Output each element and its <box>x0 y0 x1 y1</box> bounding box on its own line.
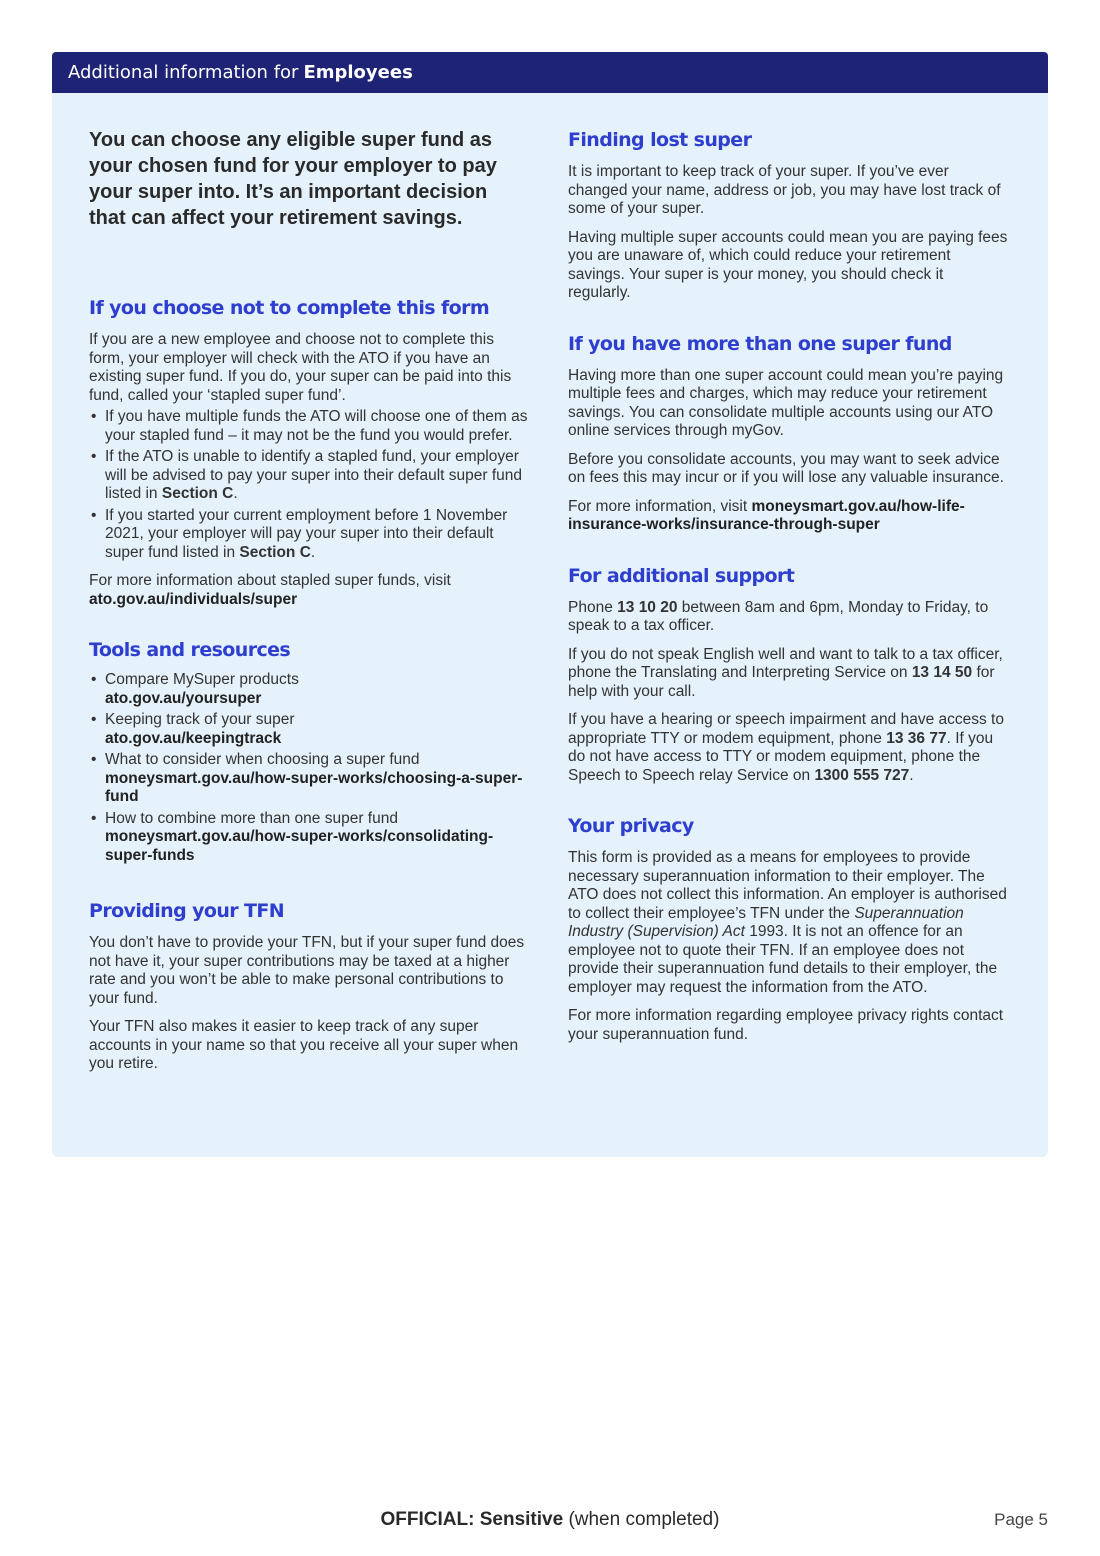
support-paragraph-2: If you do not speak English well and want to talk to a tax officer, phone the Translating and Interpreting Service on 13 14 50 for help with your call. <box>568 645 1003 700</box>
phone-tis: 13 14 50 <box>911 664 973 681</box>
list-item: • What to consider when choosing a super fund moneysmart.gov.au/how-super-works/choosing-a-super-fund <box>89 751 529 807</box>
heading-your-privacy: Your privacy <box>568 815 694 837</box>
support-paragraph-1: Phone 13 10 20 between 8am and 6pm, Monday to Friday, to speak to a tax officer. <box>568 598 989 634</box>
link-yoursuper[interactable]: ato.gov.au/yoursuper <box>105 689 262 707</box>
phone-tax-officer: 13 10 20 <box>617 598 678 616</box>
heading-finding-lost-super: Finding lost super <box>568 129 752 151</box>
lost-super-paragraph-1: It is important to keep track of your super. If you’ve ever changed your name, address or job, you may have lost track of some of your super. <box>568 163 1001 217</box>
header-emphasis: Employees <box>303 62 413 83</box>
list-item: • If the ATO is unable to identify a stapled fund, your employer will be advised to pay your super into their default super fund listed in Section C. <box>89 448 529 504</box>
phone-speech-relay: 1300 555 727 <box>814 766 910 784</box>
list-item: • Compare MySuper products ato.gov.au/yoursuper <box>89 671 529 708</box>
multiple-funds-paragraph-1: Having more than one super account could mean you’re paying multiple fees and charges, which may reduce your retirement savings. You can consolidate multiple accounts using our ATO online services through myGov. <box>568 366 1004 439</box>
tfn-paragraph-1: You don’t have to provide your TFN, but if your super fund does not have it, your super contributions may be taxed at a higher rate and you won’t be able to make personal contributions to your fund. <box>89 934 525 1007</box>
heading-tools-resources: Tools and resources <box>89 639 291 661</box>
list-item: • How to combine more than one super fund moneysmart.gov.au/how-super-works/consolidating-super-funds <box>89 810 529 866</box>
heading-more-than-one-fund: If you have more than one super fund <box>568 332 952 355</box>
act-title: Superannuation Industry (Supervision) Act <box>568 904 964 940</box>
link-keepingtrack[interactable]: ato.gov.au/keepingtrack <box>105 729 282 747</box>
tfn-paragraph-2: Your TFN also makes it easier to keep track of any super accounts in your name so that you receive all your super when you retire. <box>89 1018 519 1072</box>
not-complete-paragraph: If you are a new employee and choose not to complete this form, your employer will check with the ATO if you have an existing super fund. If you do, your super can be paid into this fund, called your ‘stapled super fund’. <box>89 331 512 404</box>
support-paragraph-3: If you have a hearing or speech impairment and have access to appropriate TTY or modem equipment, phone 13 36 77. If you do not have access to TTY or modem equipment, phone the Speech to Speech relay Service on 1300 555 727. <box>568 711 1004 784</box>
multiple-funds-more-info: For more information, visit moneysmart.gov.au/how-life-insurance-works/insurance-through-super <box>568 497 965 533</box>
privacy-paragraph-1: This form is provided as a means for employees to provide necessary superannuation information to their employer. The ATO does not collect this information. An employer is authorised to collect their employee’s TFN under the Superannuation Industry (Supervision) Act 1993. It is not an offence for an employee not to quote their TFN. If an employee does not provide their superannuation fund details to their employer, the employer may request the information from the ATO. <box>568 849 1007 996</box>
lost-super-paragraph-2: Having multiple super accounts could mean you are paying fees you are unaware of, which could reduce your retirement savings. Your super is your money, you should check it regularly. <box>568 228 1008 301</box>
stapled-fund-list <box>89 408 529 562</box>
page-number: Page 5 <box>994 1510 1048 1529</box>
info-panel <box>52 93 1048 1157</box>
footer-classification <box>0 1509 1100 1531</box>
heading-additional-support: For additional support <box>568 564 795 587</box>
list-item: • Keeping track of your super ato.gov.au/keepingtrack <box>89 711 529 748</box>
link-consolidating-super-funds[interactable]: moneysmart.gov.au/how-super-works/consolidating-super-funds <box>105 828 494 864</box>
section-header-bar <box>52 52 1048 93</box>
list-item: • If you started your current employment before 1 November 2021, your employer will pay your super into their default super fund listed in Section C. <box>89 507 529 563</box>
heading-not-complete-form: If you choose not to complete this form <box>89 297 490 319</box>
classification-note: (when completed) <box>568 1509 720 1530</box>
list-item: • If you have multiple funds the ATO will choose one of them as your stapled fund – it may not be the fund you would prefer. <box>89 408 529 445</box>
link-choosing-super-fund[interactable]: moneysmart.gov.au/how-super-works/choosing-a-super-fund <box>105 769 523 805</box>
multiple-funds-paragraph-2: Before you consolidate accounts, you may want to seek advice on fees this may incur or if you will lose any valuable insurance. <box>568 450 1004 486</box>
intro-statement: You can choose any eligible super fund as your chosen fund for your employer to pay your super into. It’s an important decision that can affect your retirement savings. <box>89 129 497 229</box>
heading-providing-tfn: Providing your TFN <box>89 900 285 922</box>
header-prefix: Additional information for <box>68 62 299 83</box>
tools-list <box>89 671 529 865</box>
right-column <box>568 93 1008 1044</box>
phone-tty: 13 36 77 <box>886 729 947 747</box>
link-ato-individuals-super[interactable]: ato.gov.au/individuals/super <box>89 590 298 608</box>
left-column <box>89 93 529 1074</box>
privacy-paragraph-2: For more information regarding employee privacy rights contact your superannuation fund. <box>568 1007 1004 1043</box>
classification-label: OFFICIAL: Sensitive <box>380 1509 564 1530</box>
stapled-more-info: For more information about stapled super funds, visit ato.gov.au/individuals/super <box>89 572 451 608</box>
link-insurance-through-super[interactable]: moneysmart.gov.au/how-life-insurance-works/insurance-through-super <box>568 497 965 533</box>
